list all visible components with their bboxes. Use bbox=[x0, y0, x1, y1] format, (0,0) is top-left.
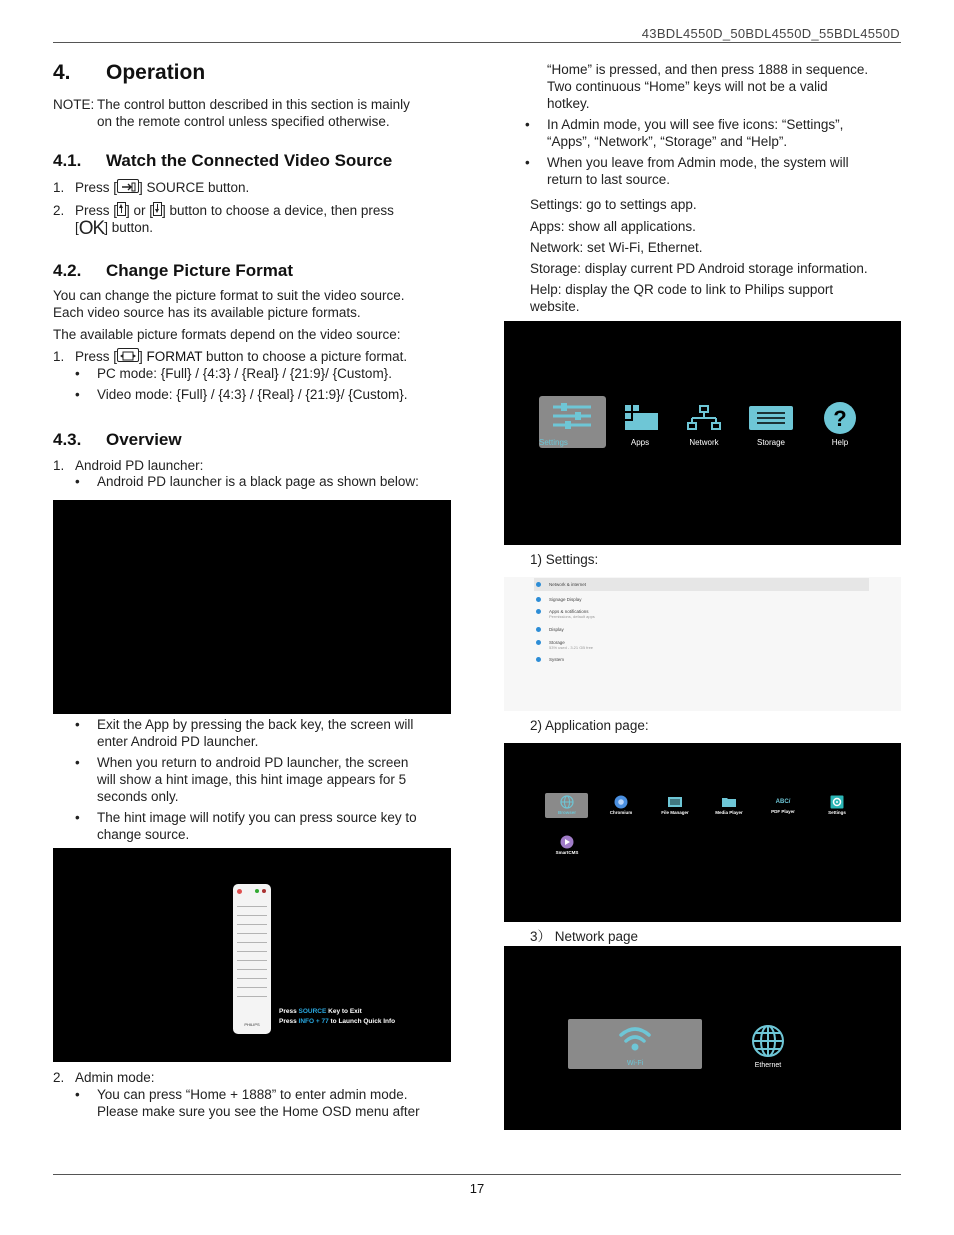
pdf-abc-icon: ABCi bbox=[775, 799, 791, 805]
hint-line-2 bbox=[279, 1018, 395, 1025]
network-tile-wifi[interactable] bbox=[568, 1019, 702, 1069]
text: Press bbox=[279, 1018, 299, 1025]
admin-tile-help[interactable] bbox=[814, 401, 866, 447]
format-button-icon bbox=[117, 348, 139, 362]
paragraph-line: Each video source has its available picture formats. bbox=[53, 305, 361, 320]
step-number: 2. bbox=[53, 203, 65, 218]
admin-tile-apps[interactable] bbox=[614, 404, 666, 447]
admin-mode-item: Admin mode: bbox=[75, 1070, 155, 1085]
app-chromium[interactable] bbox=[596, 795, 646, 815]
admin-cont-line3: hotkey. bbox=[547, 96, 590, 111]
apps-folder-icon bbox=[620, 404, 660, 432]
text: button to choose a picture format. bbox=[202, 349, 408, 364]
watch-step-1 bbox=[75, 179, 249, 196]
settings-item-storage[interactable] bbox=[536, 640, 868, 650]
text: Press [ bbox=[75, 180, 118, 195]
app-smartcms[interactable] bbox=[542, 835, 592, 855]
text: Press bbox=[279, 1008, 299, 1015]
display-icon bbox=[536, 627, 541, 632]
header-rule bbox=[53, 42, 901, 43]
up-arrow-button-icon bbox=[117, 202, 126, 216]
section-title: Change Picture Format bbox=[106, 261, 294, 280]
bullet-marker: • bbox=[75, 755, 80, 770]
return-bullet-line1: When you return to android PD launcher, the screen bbox=[97, 755, 409, 770]
document-model-header: 43BDL4550D_50BDL4550D_55BDL4550D bbox=[641, 26, 900, 41]
watch-step-2-cont bbox=[75, 219, 153, 237]
launcher-item: Android PD launcher: bbox=[75, 458, 204, 473]
settings-item-label: Signage Display bbox=[549, 597, 582, 602]
admin-bullet-line1: You can press “Home + 1888” to enter admin mode. bbox=[97, 1087, 408, 1102]
bullet-marker: • bbox=[75, 810, 80, 825]
app-label: Chromium bbox=[609, 810, 633, 815]
text: Press [ bbox=[75, 203, 118, 218]
settings-item-label: Storage bbox=[549, 640, 565, 645]
admin-tile-storage[interactable] bbox=[744, 404, 798, 447]
note-text-line1: The control button described in this section is mainly bbox=[97, 97, 410, 112]
hint-bullet-line1: The hint image will notify you can press source key to bbox=[97, 810, 417, 825]
launcher-bullet: Android PD launcher is a black page as shown below: bbox=[97, 474, 419, 489]
text: [ bbox=[75, 220, 79, 235]
network-desc: Network: set Wi-Fi, Ethernet. bbox=[530, 240, 703, 255]
settings-item-label: System bbox=[549, 657, 565, 662]
section-4-2-heading bbox=[53, 261, 293, 281]
down-arrow-button-icon bbox=[153, 202, 162, 216]
admin-tile-label: Storage bbox=[756, 438, 786, 447]
hint-image-screenshot bbox=[53, 848, 451, 1062]
file-manager-icon bbox=[667, 795, 683, 809]
footer-rule bbox=[53, 1174, 901, 1175]
exit-bullet-line2: enter Android PD launcher. bbox=[97, 734, 259, 749]
settings-item-label: Apps & notifications bbox=[549, 609, 589, 614]
leave-admin-line1: When you leave from Admin mode, the system will bbox=[547, 155, 849, 170]
admin-tile-label: Help bbox=[831, 438, 849, 447]
chromium-icon bbox=[614, 795, 628, 809]
text: to Launch Quick Info bbox=[328, 1018, 396, 1025]
settings-gear-icon bbox=[830, 795, 844, 809]
app-media-player[interactable] bbox=[704, 795, 754, 815]
ethernet-globe-icon bbox=[751, 1024, 785, 1058]
bullet-marker: • bbox=[525, 117, 530, 132]
network-icon bbox=[686, 404, 722, 432]
bullet-marker: • bbox=[75, 366, 80, 381]
section-number: 4.2. bbox=[53, 261, 82, 280]
admin-tile-settings[interactable] bbox=[539, 396, 606, 448]
admin-tile-network[interactable] bbox=[678, 404, 730, 447]
admin-bullet-line2: Please make sure you see the Home OSD menu after bbox=[97, 1104, 420, 1119]
help-desc-line1: Help: display the QR code to link to Philips support bbox=[530, 282, 834, 297]
bullet-marker: • bbox=[75, 1087, 80, 1102]
admin-cont-line1: “Home” is pressed, and then press 1888 in sequence. bbox=[547, 62, 869, 77]
apps-desc: Apps: show all applications. bbox=[530, 219, 696, 234]
network-tile-label: Wi-Fi bbox=[626, 1060, 644, 1067]
settings-item-label: Display bbox=[549, 627, 564, 632]
section-4-heading bbox=[53, 61, 205, 85]
section-number: 4.1. bbox=[53, 151, 82, 170]
bullet-marker: • bbox=[75, 474, 80, 489]
admin-tile-label: Apps bbox=[630, 438, 650, 447]
bullet-marker: • bbox=[525, 155, 530, 170]
return-bullet-line2: will show a hint image, this hint image appears for 5 bbox=[97, 772, 407, 787]
settings-item-label: Network & internet bbox=[549, 582, 587, 587]
system-icon bbox=[536, 657, 541, 662]
apps-icon bbox=[536, 609, 541, 614]
app-label: Browser bbox=[557, 810, 576, 815]
settings-item-display[interactable] bbox=[536, 627, 868, 632]
step-number: 1. bbox=[53, 349, 65, 364]
text: Press [ bbox=[75, 349, 118, 364]
browser-globe-icon bbox=[560, 795, 574, 809]
pc-mode-bullet: PC mode: {Full} / {4:3} / {Real} / {21:9}/ {Custom}. bbox=[97, 366, 392, 381]
help-desc-line2: website. bbox=[530, 299, 580, 314]
bullet-marker: • bbox=[75, 387, 80, 402]
help-question-icon bbox=[823, 401, 857, 435]
step-number: 2. bbox=[53, 1070, 65, 1085]
text: ] SOURCE button. bbox=[139, 180, 250, 195]
ok-button-icon: OK bbox=[78, 218, 105, 239]
section-number: 4. bbox=[53, 61, 71, 84]
admin-tile-label: Settings bbox=[539, 438, 568, 447]
smartcms-play-icon bbox=[560, 835, 574, 849]
five-icons-line1: In Admin mode, you will see five icons: “Settings”, bbox=[547, 117, 844, 132]
section-4-3-heading bbox=[53, 430, 182, 450]
step-number: 1. bbox=[53, 180, 65, 195]
exit-bullet-line1: Exit the App by pressing the back key, the screen will bbox=[97, 717, 414, 732]
video-mode-bullet: Video mode: {Full} / {4:3} / {Real} / {21:9}/ {Custom}. bbox=[97, 387, 408, 402]
section-number: 4.3. bbox=[53, 430, 82, 449]
format-step-1 bbox=[75, 348, 407, 365]
text: ] or [ bbox=[126, 203, 154, 218]
storage-icon bbox=[536, 640, 541, 645]
network-page-screenshot bbox=[504, 946, 901, 1130]
hint-bullet-line2: change source. bbox=[97, 827, 190, 842]
admin-cont-line2: Two continuous “Home” keys will not be a valid bbox=[547, 79, 828, 94]
application-page-screenshot bbox=[504, 743, 901, 922]
step-number: 1. bbox=[53, 458, 65, 473]
settings-item-sub: 53% used - 3.21 GB free bbox=[549, 645, 594, 651]
text: ] bbox=[139, 349, 147, 364]
leave-admin-line2: return to last source. bbox=[547, 172, 671, 187]
app-settings[interactable] bbox=[812, 795, 862, 815]
source-button-icon bbox=[117, 179, 139, 193]
wifi-icon bbox=[618, 1025, 652, 1053]
text: Key to Exit bbox=[326, 1008, 362, 1015]
storage-icon bbox=[747, 404, 795, 432]
wifi-icon bbox=[536, 582, 541, 587]
note-text-line2: on the remote control unless specified otherwise. bbox=[97, 114, 390, 129]
app-label: PDF Player bbox=[771, 809, 795, 814]
app-label: SmartCMS bbox=[555, 850, 579, 855]
caption-apps: 2) Application page: bbox=[530, 718, 649, 733]
settings-item-apps[interactable] bbox=[536, 609, 868, 619]
app-pdf-player[interactable] bbox=[758, 795, 808, 814]
app-label: File Manager bbox=[661, 810, 689, 815]
app-file-manager[interactable] bbox=[650, 795, 700, 815]
text: ] button. bbox=[104, 220, 154, 235]
settings-item-system[interactable] bbox=[536, 657, 868, 662]
section-title: Watch the Connected Video Source bbox=[106, 151, 393, 170]
note-label: NOTE: bbox=[53, 97, 95, 112]
five-icons-line2: “Apps”, “Network”, “Storage” and “Help”. bbox=[547, 134, 788, 149]
format-label: FORMAT bbox=[146, 349, 203, 364]
storage-desc: Storage: display current PD Android storage information. bbox=[530, 261, 868, 276]
network-tile-label: Ethernet bbox=[754, 1062, 782, 1069]
watch-step-2 bbox=[75, 202, 394, 219]
paragraph-line: You can change the picture format to suit the video source. bbox=[53, 288, 405, 303]
hint-line-1 bbox=[279, 1008, 362, 1015]
svg-text:?: ? bbox=[833, 406, 847, 431]
return-bullet-line3: seconds only. bbox=[97, 789, 179, 804]
text: ] button to choose a device, then press bbox=[162, 203, 394, 218]
caption-network: 3） Network page bbox=[530, 929, 639, 944]
app-label: Settings bbox=[828, 810, 846, 815]
remote-brand-label: PHILIPS bbox=[244, 1022, 260, 1027]
app-browser[interactable] bbox=[542, 795, 592, 815]
info-key-label: INFO + 77 bbox=[298, 1018, 329, 1025]
bullet-marker: • bbox=[75, 717, 80, 732]
settings-desc: Settings: go to settings app. bbox=[530, 197, 697, 212]
admin-home-screenshot bbox=[504, 321, 901, 545]
caption-settings: 1) Settings: bbox=[530, 552, 599, 567]
settings-sliders-icon bbox=[551, 402, 593, 430]
section-title: Overview bbox=[106, 430, 182, 449]
signage-icon bbox=[536, 597, 541, 602]
settings-item-sub: Permissions, default apps bbox=[549, 614, 595, 620]
app-label: Media Player bbox=[715, 810, 743, 815]
source-key-label: SOURCE bbox=[298, 1008, 327, 1015]
paragraph-line: The available picture formats depend on the video source: bbox=[53, 327, 401, 342]
remote-control-image bbox=[233, 884, 271, 1034]
admin-tile-label: Network bbox=[689, 438, 719, 447]
section-4-1-heading bbox=[53, 151, 392, 171]
settings-item-signage[interactable] bbox=[536, 597, 868, 602]
section-title: Operation bbox=[106, 61, 206, 84]
network-tile-ethernet[interactable] bbox=[740, 1024, 796, 1069]
launcher-black-screenshot bbox=[53, 500, 451, 714]
page-number: 17 bbox=[469, 1181, 485, 1196]
media-player-folder-icon bbox=[721, 795, 737, 809]
settings-item-network[interactable] bbox=[536, 582, 868, 587]
